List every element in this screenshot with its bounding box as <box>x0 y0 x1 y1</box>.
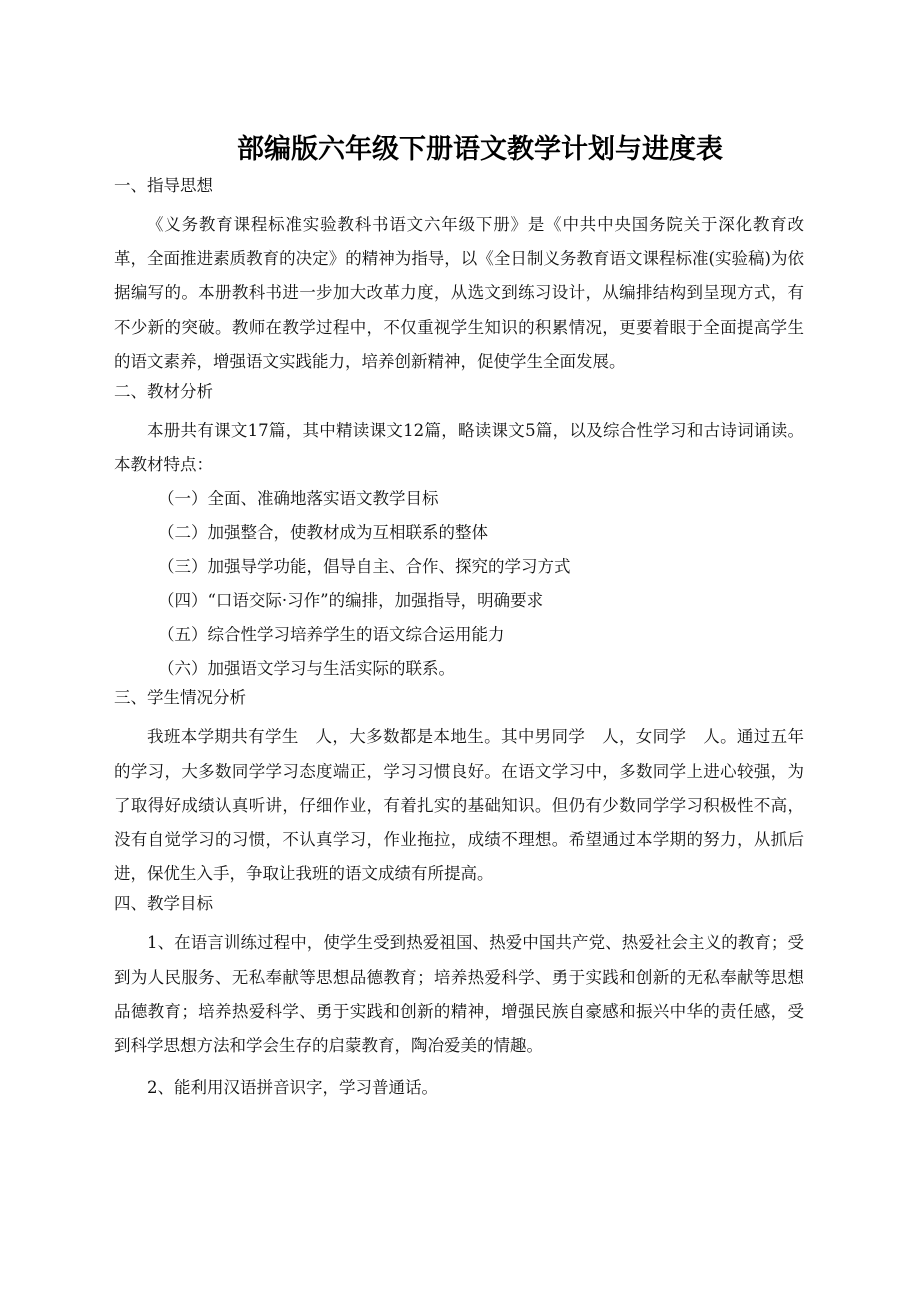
section-teaching-goals <box>114 892 804 1105</box>
list-item: （二）加强整合，使教材成为互相联系的整体 <box>158 523 488 543</box>
list-item: （四）“口语交际·习作”的编排，加强指导，明确要求 <box>158 591 544 611</box>
section-paragraph: 我班本学期共有学生 人，大多数都是本地生。其中男同学 人，女同学 人。通过五年的学习，大多数同学学习态度端正，学习习惯良好。在语文学习中，多数同学上进心较强，为了取得好成绩认真听讲，仔细作业，有着扎实的基础知识。但仍有少数同学学习积极性不高，没有自觉学习的习惯，不认真学习，作业拖拉，成绩不理想。希望通过本学期的努力，从抓后进，保优生入手，争取让我班的语文成绩有所提高。 <box>114 727 804 884</box>
section-textbook-analysis <box>114 380 804 686</box>
list-item: （一）全面、准确地落实语文教学目标 <box>158 489 439 509</box>
section-paragraph: 1、在语言训练过程中，使学生受到热爱祖国、热爱中国共产党、热爱社会主义的教育；受到为人民服务、无私奉献等思想品德教育；培养热爱科学、勇于实践和创新的无私奉献等思想品德教育；培养热爱科学、勇于实践和创新的精神，增强民族自豪感和振兴中华的责任感，受到科学思想方法和学会生存的启蒙教育，陶冶爱美的情趣。 <box>114 933 804 1056</box>
section-paragraph: 2、能利用汉语拼音识字，学习普通话。 <box>147 1078 438 1098</box>
section-heading: 一、指导思想 <box>114 176 213 195</box>
document-title: 部编版六年级下册语文教学计划与进度表 <box>237 134 723 165</box>
section-heading: 二、教材分析 <box>114 382 213 402</box>
document-body <box>114 174 804 1105</box>
list-item: （五）综合性学习培养学生的语文综合运用能力 <box>158 625 505 645</box>
section-heading: 四、教学目标 <box>114 894 213 914</box>
section-guiding-ideology <box>114 174 804 379</box>
section-paragraph: 本册共有课文17篇，其中精读课文12篇，略读课文5篇，以及综合性学习和古诗词诵读。本教材特点： <box>114 421 804 475</box>
section-paragraph: 《义务教育课程标准实验教科书语文六年级下册》是《中共中央国务院关于深化教育改革，全面推进素质教育的决定》的精神为指导，以《全日制义务教育语文课程标准(实验稿)为依据编写的。本册教科书进一步加大改革力度，从选文到练习设计，从编排结构到呈现方式，有不少新的突破。教师在教学过程中，不仅重视学生知识的积累情况，更要着眼于全面提高学生的语文素养，增强语文实践能力，培养创新精神，促使学生全面发展。 <box>114 215 804 371</box>
section-heading: 三、学生情况分析 <box>114 688 246 708</box>
feature-list <box>114 482 804 686</box>
section-student-analysis <box>114 686 804 891</box>
list-item: （六）加强语文学习与生活实际的联系。 <box>158 659 455 679</box>
list-item: （三）加强导学功能，倡导自主、合作、探究的学习方式 <box>158 557 571 577</box>
